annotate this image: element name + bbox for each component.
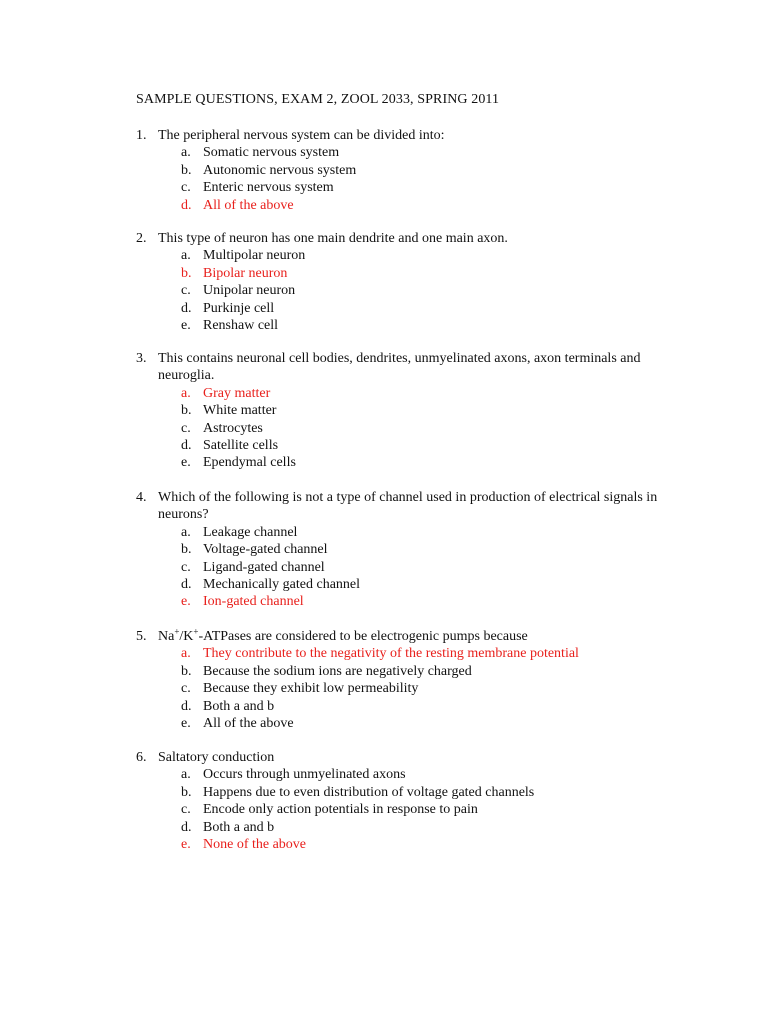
option-text: Purkinje cell: [203, 300, 275, 316]
question-text: Which of the following is not a type of channel used in production of electrical signals in neurons?: [158, 490, 658, 523]
question-text: This type of neuron has one main dendrite and one main axon.: [158, 231, 508, 246]
question-6: [136, 749, 696, 853]
question-2: [136, 230, 696, 334]
question-number: 2.: [136, 231, 147, 246]
option-text: Occurs through unmyelinated axons: [203, 767, 406, 783]
option-letter: d.: [181, 819, 192, 835]
option-letter: c.: [181, 420, 191, 436]
option-text: All of the above: [203, 197, 294, 213]
option-text: Astrocytes: [203, 420, 263, 436]
sodium-charge: +: [174, 626, 180, 637]
option-text: Enteric nervous system: [203, 180, 334, 196]
answer-options: [136, 144, 696, 214]
option-letter: c.: [181, 180, 191, 196]
option-letter: d.: [181, 577, 192, 593]
option-text: Ependymal cells: [203, 455, 296, 471]
option-letter: a.: [181, 524, 191, 540]
option-text: Encode only action potentials in response to pain: [203, 802, 478, 818]
answer-options: [136, 524, 696, 611]
option-letter: b.: [181, 265, 192, 281]
answer-option-e-correct: [136, 836, 696, 853]
option-letter: b.: [181, 784, 192, 800]
option-letter: a.: [181, 248, 191, 264]
question-number: 3.: [136, 351, 147, 366]
answer-option-c: [136, 801, 696, 818]
option-letter: e.: [181, 455, 191, 471]
option-letter: e.: [181, 716, 191, 732]
option-text: Mechanically gated channel: [203, 577, 361, 593]
option-text: Gray matter: [203, 385, 271, 401]
question-text: Saltatory conduction: [158, 750, 275, 765]
question-3: [136, 350, 696, 472]
option-letter: b.: [181, 162, 192, 178]
potassium-charge: +: [193, 626, 199, 637]
answer-option-b: [136, 663, 696, 680]
option-text: Both a and b: [203, 698, 275, 714]
option-text: They contribute to the negativity of the resting membrane potential: [203, 646, 579, 662]
answer-option-a: [136, 766, 696, 783]
answer-option-e: [136, 454, 696, 471]
document-title: SAMPLE QUESTIONS, EXAM 2, ZOOL 2033, SPRING 2011: [136, 92, 500, 107]
option-letter: a.: [181, 767, 191, 783]
question-number: 1.: [136, 128, 147, 143]
option-letter: e.: [181, 318, 191, 334]
question-number: 5.: [136, 629, 147, 644]
answer-option-d: [136, 819, 696, 836]
option-text: Unipolar neuron: [203, 283, 296, 299]
option-text: Leakage channel: [203, 524, 298, 540]
answer-option-e-correct: [136, 593, 696, 610]
option-letter: c.: [181, 681, 191, 697]
answer-option-d-correct: [136, 197, 696, 214]
question-number: 4.: [136, 490, 147, 505]
option-letter: a.: [181, 385, 191, 401]
option-letter: b.: [181, 663, 192, 679]
answer-option-c: [136, 179, 696, 196]
question-number: 6.: [136, 750, 147, 765]
option-text: White matter: [203, 403, 277, 419]
answer-option-c: [136, 680, 696, 697]
answer-option-d: [136, 576, 696, 593]
answer-option-d: [136, 437, 696, 454]
sodium-symbol: Na: [158, 629, 175, 644]
answer-options: [136, 645, 696, 732]
question-stem: [136, 489, 696, 524]
answer-options: [136, 766, 696, 853]
answer-option-a: [136, 144, 696, 161]
option-letter: c.: [181, 283, 191, 299]
question-stem: [136, 628, 696, 645]
question-1: [136, 127, 696, 214]
answer-option-e: [136, 715, 696, 732]
option-text: Multipolar neuron: [203, 248, 306, 264]
option-text: Ligand-gated channel: [203, 559, 325, 575]
option-letter: c.: [181, 559, 191, 575]
option-text: Ion-gated channel: [203, 594, 304, 610]
option-text: Bipolar neuron: [203, 265, 288, 281]
option-letter: d.: [181, 197, 192, 213]
option-letter: a.: [181, 646, 191, 662]
answer-option-c: [136, 420, 696, 437]
question-stem: [136, 749, 696, 766]
answer-option-c: [136, 282, 696, 299]
answer-option-c: [136, 559, 696, 576]
question-stem: [136, 230, 696, 247]
answer-option-b: [136, 162, 696, 179]
option-text: All of the above: [203, 716, 294, 732]
question-stem: [136, 127, 696, 144]
question-text: [158, 628, 696, 645]
answer-option-b: [136, 402, 696, 419]
option-letter: d.: [181, 300, 192, 316]
answer-option-d: [136, 698, 696, 715]
option-letter: a.: [181, 145, 191, 161]
option-text: Autonomic nervous system: [203, 162, 357, 178]
answer-option-a: [136, 247, 696, 264]
option-text: Because the sodium ions are negatively charged: [203, 663, 472, 679]
option-letter: c.: [181, 802, 191, 818]
question-text: The peripheral nervous system can be divided into:: [158, 128, 445, 143]
option-letter: d.: [181, 698, 192, 714]
option-text: Both a and b: [203, 819, 275, 835]
answer-option-a-correct: [136, 385, 696, 402]
question-5: [136, 628, 696, 732]
question-text: This contains neuronal cell bodies, dendrites, unmyelinated axons, axon terminals and neuroglia.: [158, 351, 641, 384]
potassium-symbol: /K: [179, 629, 194, 644]
answer-option-e: [136, 317, 696, 334]
option-text: Satellite cells: [203, 438, 279, 454]
option-letter: e.: [181, 837, 191, 853]
option-text: Somatic nervous system: [203, 145, 340, 161]
answer-options: [136, 247, 696, 334]
option-letter: b.: [181, 542, 192, 558]
answer-option-d: [136, 300, 696, 317]
option-text: None of the above: [203, 837, 307, 853]
option-letter: e.: [181, 594, 191, 610]
answer-option-a: [136, 524, 696, 541]
answer-option-b: [136, 784, 696, 801]
answer-option-b: [136, 541, 696, 558]
option-text: Because they exhibit low permeability: [203, 681, 419, 697]
question-stem: [136, 350, 696, 385]
answer-option-b-correct: [136, 265, 696, 282]
option-letter: d.: [181, 438, 192, 454]
answer-options: [136, 385, 696, 472]
option-text: Renshaw cell: [203, 318, 279, 334]
question-text-rest: -ATPases are considered to be electrogenic pumps because: [198, 629, 528, 644]
option-text: Voltage-gated channel: [203, 542, 328, 558]
option-text: Happens due to even distribution of voltage gated channels: [203, 784, 535, 800]
question-4: [136, 489, 696, 611]
option-letter: b.: [181, 403, 192, 419]
answer-option-a-correct: [136, 645, 696, 662]
